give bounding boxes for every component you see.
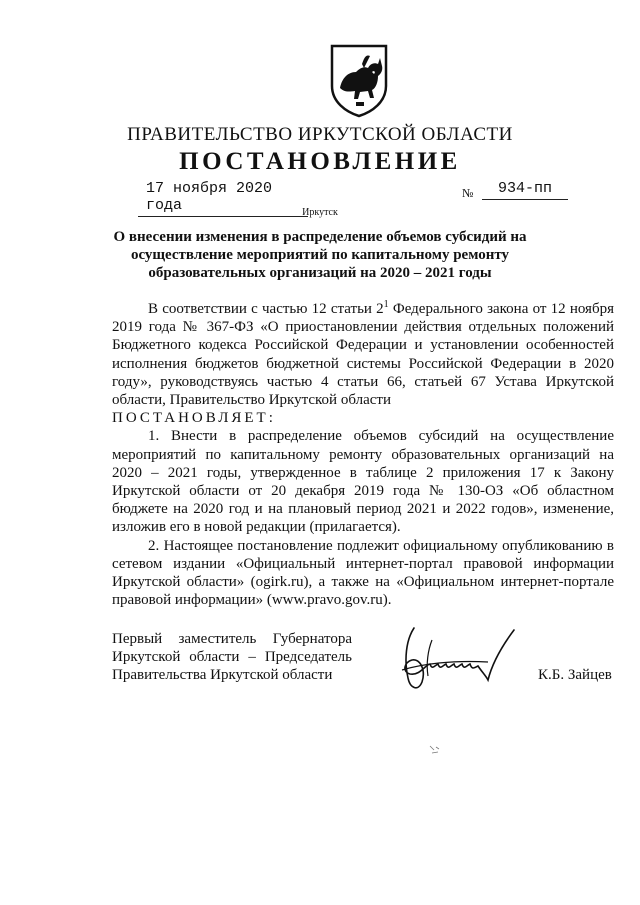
- signatory-line-1: Первый заместитель Губернатора: [112, 631, 352, 647]
- irkutsk-emblem-icon: [326, 42, 392, 118]
- document-type: ПОСТАНОВЛЕНИЕ: [179, 148, 461, 175]
- signatory-name: К.Б. Зайцев: [538, 667, 612, 683]
- paragraph-preamble: [112, 296, 614, 409]
- paragraph-item-2: 2. Настоящее постановление подлежит официальному опубликованию в сетевом издании «Официальный интернет-портал правовой информации Иркутской области» (ogirk.ru), а также на «Официальном интернет-портале правовой информации» (www.pravo.gov.ru).: [112, 537, 614, 609]
- document-body: [112, 296, 614, 609]
- number-label: №: [462, 186, 474, 200]
- document-city: Иркутск: [302, 207, 338, 218]
- signatory-line-2: Иркутской области – Председатель: [112, 649, 352, 665]
- preamble-text-b: Федерального закона от 12 ноября 2019 года № 367-ФЗ «О приостановлении действия отдельных положений Бюджетного кодекса Российской Федерации и установлении особенностей исполнения бюджетов бюджетной системы Российской Федерации в 2020 году», руководствуясь частью 4 статьи 66, статьей 67 Устава Иркутской области, Правительство Иркутской области: [112, 301, 614, 409]
- superscript: 1: [383, 299, 389, 310]
- document-number: 934-пп: [482, 180, 568, 200]
- paragraph-item-1: 1. Внести в распределение объемов субсидий на осуществление мероприятий по капитальному ремонту образовательных организаций на 2020 – 2021 годы, утвержденное в таблице 2 приложения 17 к Закону Иркутской области от 20 декабря 2019 года № 130-ОЗ «Об областном бюджете на 2020 год и на плановый период 2021 и 2022 годов», изменение, изложив его в новой редакции (прилагается).: [112, 428, 614, 536]
- signatory-line-3: Правительства Иркутской области: [112, 667, 333, 683]
- document-date: 17 ноября 2020 года: [138, 180, 308, 217]
- document-title: О внесении изменения в распределение объемов субсидий на осуществление мероприятий по капитальному ремонту образовательных организаций на 2020 – 2021 годы: [113, 229, 527, 281]
- scan-mark-icon: [428, 744, 442, 756]
- handwritten-signature-icon: [392, 620, 522, 700]
- government-name: ПРАВИТЕЛЬСТВО ИРКУТСКОЙ ОБЛАСТИ: [127, 124, 513, 145]
- preamble-text-a: В соответствии с частью 12 статьи 2: [148, 301, 384, 317]
- signatory-position: [112, 630, 352, 684]
- decree-word: ПОСТАНОВЛЯЕТ:: [112, 410, 276, 427]
